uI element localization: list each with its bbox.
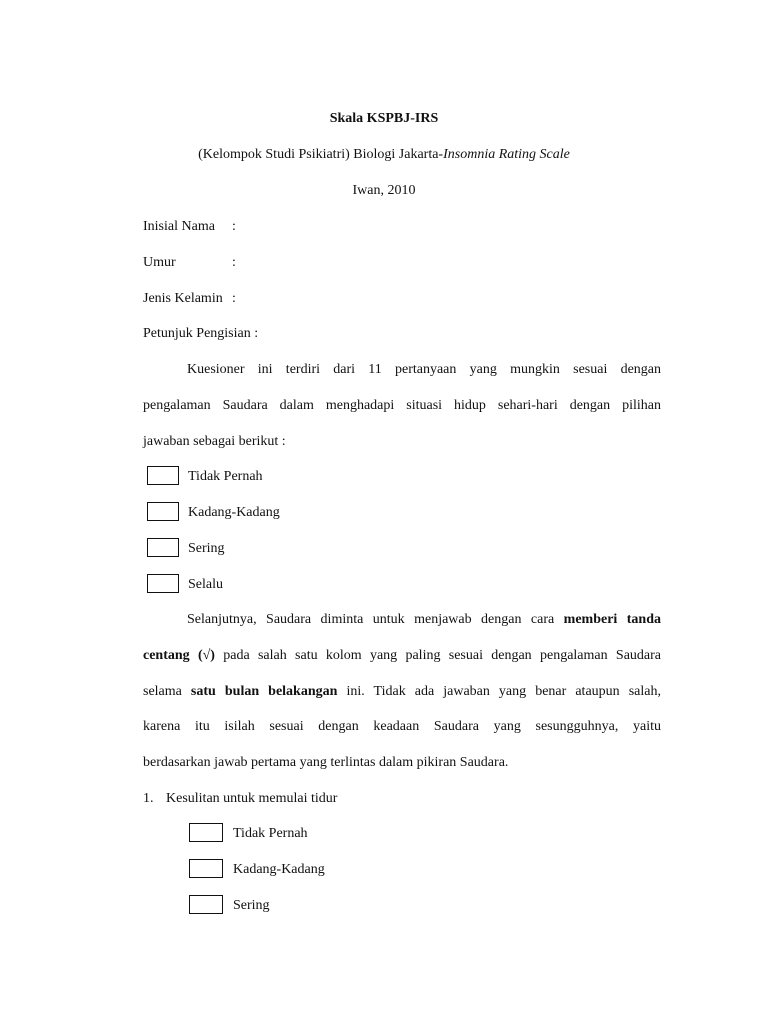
legend-option-label: Sering bbox=[188, 541, 225, 556]
instructions-paragraph-1-line-3: jawaban sebagai berikut : bbox=[143, 434, 286, 449]
question-option-label: Tidak Pernah bbox=[233, 826, 308, 841]
instructions-heading: Petunjuk Pengisian : bbox=[143, 326, 259, 341]
question-option-label: Sering bbox=[233, 898, 270, 913]
legend-checkbox-kadang-kadang[interactable] bbox=[147, 502, 179, 521]
age-field-colon: : bbox=[232, 255, 236, 270]
question-1-checkbox-sering[interactable] bbox=[189, 895, 223, 914]
question-number: 1. bbox=[143, 791, 154, 806]
legend-option-label: Tidak Pernah bbox=[188, 469, 263, 484]
question-1-checkbox-tidak-pernah[interactable] bbox=[189, 823, 223, 842]
question-text: Kesulitan untuk memulai tidur bbox=[166, 791, 338, 806]
legend-option-label: Selalu bbox=[188, 577, 223, 592]
author-year: Iwan, 2010 bbox=[352, 183, 416, 198]
question-option-label: Kadang-Kadang bbox=[233, 862, 325, 877]
instructions-paragraph-2-line-1: Selanjutnya, Saudara diminta untuk menjawab dengan cara memberi tanda bbox=[187, 612, 661, 627]
name-field-colon: : bbox=[232, 219, 236, 234]
gender-field-colon: : bbox=[232, 291, 236, 306]
legend-option-label: Kadang-Kadang bbox=[188, 505, 280, 520]
instructions-paragraph-1-line-2: pengalaman Saudara dalam menghadapi situasi hidup sehari-hari dengan pilihan bbox=[143, 398, 661, 413]
name-field-label: Inisial Nama bbox=[143, 219, 215, 234]
age-field-label: Umur bbox=[143, 255, 176, 270]
instructions-paragraph-1-line-1: Kuesioner ini terdiri dari 11 pertanyaan yang mungkin sesuai dengan bbox=[187, 362, 661, 377]
instructions-paragraph-2-line-4: karena itu isilah sesuai dengan keadaan Saudara yang sesungguhnya, yaitu bbox=[143, 719, 661, 734]
page-title: Skala KSPBJ-IRS bbox=[329, 111, 439, 126]
legend-checkbox-tidak-pernah[interactable] bbox=[147, 466, 179, 485]
question-1-checkbox-kadang-kadang[interactable] bbox=[189, 859, 223, 878]
legend-checkbox-selalu[interactable] bbox=[147, 574, 179, 593]
gender-field-label: Jenis Kelamin bbox=[143, 291, 223, 306]
instructions-paragraph-2-line-3: selama satu bulan belakangan ini. Tidak ada jawaban yang benar ataupun salah, bbox=[143, 684, 661, 699]
instructions-paragraph-2-line-5: berdasarkan jawab pertama yang terlintas dalam pikiran Saudara. bbox=[143, 755, 509, 770]
instructions-paragraph-2-line-2: centang (√) pada salah satu kolom yang paling sesuai dengan pengalaman Saudara bbox=[143, 648, 661, 663]
page-subtitle: (Kelompok Studi Psikiatri) Biologi Jakarta-Insomnia Rating Scale bbox=[198, 147, 570, 162]
legend-checkbox-sering[interactable] bbox=[147, 538, 179, 557]
